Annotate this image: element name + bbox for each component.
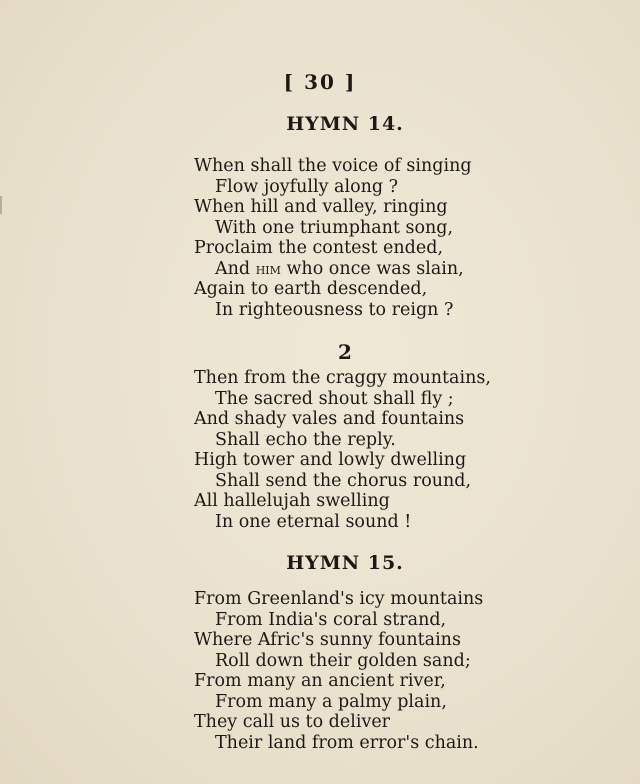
verse-line: Where Afric's sunny fountains	[194, 630, 461, 650]
page-number: [ 30 ]	[283, 70, 357, 94]
verse-line: All hallelujah swelling	[194, 491, 390, 511]
hymn-14-stanza-1	[194, 156, 614, 320]
verse-line: High tower and lowly dwelling	[194, 450, 467, 470]
verse-line: Shall send the chorus round,	[215, 470, 472, 491]
verse-line-small-caps	[194, 259, 614, 280]
verse-line: Then from the craggy mountains,	[194, 368, 491, 388]
verse-line: Proclaim the contest ended,	[194, 238, 444, 258]
hymn-15-stanza-1	[194, 589, 614, 753]
verse-line: Their land from error's chain.	[215, 732, 479, 753]
verse-line: When hill and valley, ringing	[194, 197, 448, 217]
stanza-number: 2	[338, 340, 352, 364]
verse-line: From Greenland's icy mountains	[194, 589, 484, 609]
verse-line: And shady vales and fountains	[194, 409, 465, 429]
verse-line: Flow joyfully along ?	[215, 176, 399, 197]
verse-line: In one eternal sound !	[215, 511, 412, 532]
verse-line: Again to earth descended,	[194, 279, 428, 299]
verse-line: From many a palmy plain,	[215, 691, 447, 712]
hymn-14-stanza-2	[194, 368, 614, 532]
verse-line: With one triumphant song,	[215, 217, 454, 238]
hymn-15-title: HYMN 15.	[286, 552, 404, 574]
verse-line: Shall echo the reply.	[215, 429, 396, 450]
page-edge-mark	[0, 196, 2, 214]
verse-line: Roll down their golden sand;	[215, 650, 471, 671]
verse-text: And	[215, 258, 256, 279]
verse-line: From many an ancient river,	[194, 671, 446, 691]
verse-line: From India's coral strand,	[215, 609, 447, 630]
hymn-14-title: HYMN 14.	[286, 113, 404, 135]
small-caps-word: him	[255, 259, 281, 278]
verse-line: They call us to deliver	[194, 712, 391, 732]
verse-line: The sacred shout shall fly ;	[215, 388, 454, 409]
verse-text: who once was slain,	[280, 258, 464, 279]
verse-line: When shall the voice of singing	[194, 156, 472, 176]
verse-line: In righteousness to reign ?	[215, 299, 454, 320]
